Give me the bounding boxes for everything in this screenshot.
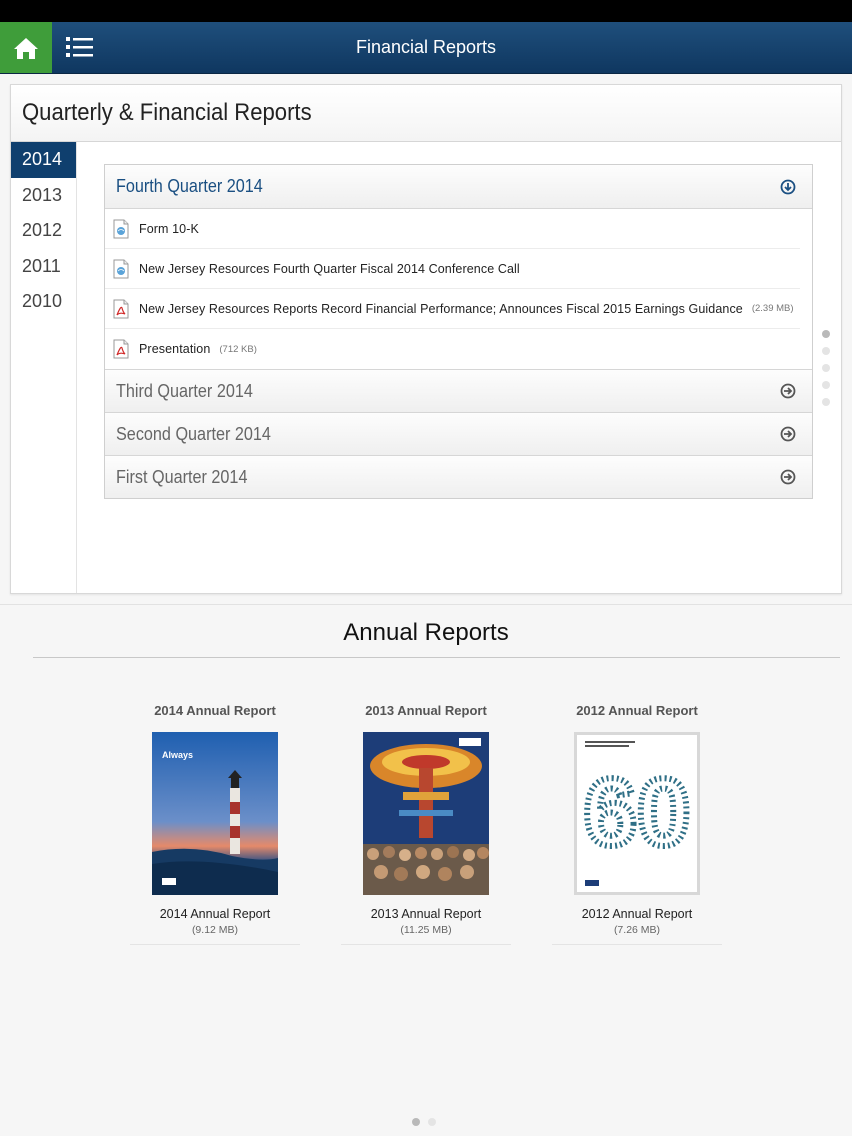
circle-arrow-right-icon bbox=[780, 383, 796, 399]
page-dot[interactable] bbox=[822, 381, 830, 389]
cover-text: 60 bbox=[583, 759, 691, 866]
document-link[interactable] bbox=[105, 289, 800, 329]
report-heading: 2014 Annual Report bbox=[154, 703, 276, 718]
divider bbox=[33, 657, 840, 658]
annual-report-card[interactable] bbox=[130, 703, 300, 945]
web-document-icon bbox=[112, 259, 130, 279]
document-title: New Jersey Resources Reports Record Financial Performance; Announces Fiscal 2015 Earnings Guidance bbox=[139, 301, 743, 316]
quarter-label: Second Quarter 2014 bbox=[116, 423, 271, 444]
document-title: Presentation bbox=[139, 342, 211, 356]
page-dot[interactable] bbox=[822, 347, 830, 355]
report-name: 2014 Annual Report bbox=[159, 907, 271, 921]
document-title: New Jersey Resources Fourth Quarter Fiscal 2014 Conference Call bbox=[139, 261, 520, 276]
year-tab-2011[interactable]: 2011 bbox=[22, 255, 61, 276]
divider bbox=[552, 944, 722, 945]
quarter-label: Fourth Quarter 2014 bbox=[116, 176, 263, 196]
page-title: Financial Reports bbox=[355, 37, 497, 57]
quarter-header-q2[interactable] bbox=[105, 412, 812, 455]
report-name: 2013 Annual Report bbox=[370, 907, 482, 921]
document-link[interactable] bbox=[105, 329, 800, 369]
annual-report-card[interactable] bbox=[552, 703, 722, 945]
cover-text: Always bbox=[162, 750, 194, 760]
quarter-label: Third Quarter 2014 bbox=[116, 380, 253, 401]
pdf-icon bbox=[112, 339, 130, 359]
annual-reports-title: Annual Reports bbox=[343, 619, 509, 646]
report-heading: 2012 Annual Report bbox=[576, 703, 698, 718]
annual-report-card[interactable] bbox=[341, 703, 511, 945]
report-size: (7.26 MB) bbox=[613, 924, 661, 936]
quarter-label: First Quarter 2014 bbox=[116, 466, 248, 487]
quarterly-reports-panel bbox=[10, 84, 842, 594]
circle-arrow-right-icon bbox=[780, 426, 796, 442]
section-title: Quarterly & Financial Reports bbox=[22, 99, 312, 126]
year-tab-2012[interactable]: 2012 bbox=[22, 220, 63, 241]
divider bbox=[341, 944, 511, 945]
circle-arrow-down-icon bbox=[780, 179, 796, 195]
web-document-icon bbox=[112, 219, 130, 239]
annual-reports-section bbox=[0, 604, 852, 1136]
horizontal-page-indicator bbox=[412, 1118, 436, 1126]
report-cover-image[interactable] bbox=[152, 732, 278, 895]
page-dot[interactable] bbox=[822, 330, 830, 338]
report-size: (9.12 MB) bbox=[191, 924, 239, 936]
document-size: (712 KB) bbox=[219, 343, 257, 355]
report-size: (11.25 MB) bbox=[400, 924, 452, 936]
report-cover-image[interactable] bbox=[574, 732, 700, 895]
page-dot[interactable] bbox=[428, 1118, 436, 1126]
quarter-accordion bbox=[104, 164, 813, 499]
vertical-page-indicator bbox=[822, 330, 832, 415]
page-dot[interactable] bbox=[822, 364, 830, 372]
document-size: (2.39 MB) bbox=[751, 303, 794, 314]
year-tab-2013[interactable]: 2013 bbox=[22, 184, 63, 205]
quarter-header-q3[interactable] bbox=[105, 369, 812, 412]
quarter-documents bbox=[105, 208, 812, 369]
panel-header bbox=[11, 85, 841, 142]
report-name: 2012 Annual Report bbox=[581, 907, 693, 921]
document-link[interactable] bbox=[105, 249, 800, 289]
quarter-header-q1[interactable] bbox=[105, 455, 812, 498]
report-heading: 2013 Annual Report bbox=[365, 703, 487, 718]
page-dot[interactable] bbox=[822, 398, 830, 406]
document-link[interactable] bbox=[105, 209, 800, 249]
status-bar bbox=[0, 0, 852, 22]
year-tab-2010[interactable]: 2010 bbox=[22, 291, 63, 312]
circle-arrow-right-icon bbox=[780, 469, 796, 485]
year-tab-2014[interactable]: 2014 bbox=[11, 142, 76, 178]
pdf-icon bbox=[112, 299, 130, 319]
page-dot[interactable] bbox=[412, 1118, 420, 1126]
report-cover-image[interactable] bbox=[363, 732, 489, 895]
year-list bbox=[11, 142, 77, 593]
document-title: Form 10-K bbox=[139, 221, 199, 236]
divider bbox=[130, 944, 300, 945]
quarter-header-q4[interactable] bbox=[105, 165, 812, 208]
top-nav-bar bbox=[0, 22, 852, 74]
